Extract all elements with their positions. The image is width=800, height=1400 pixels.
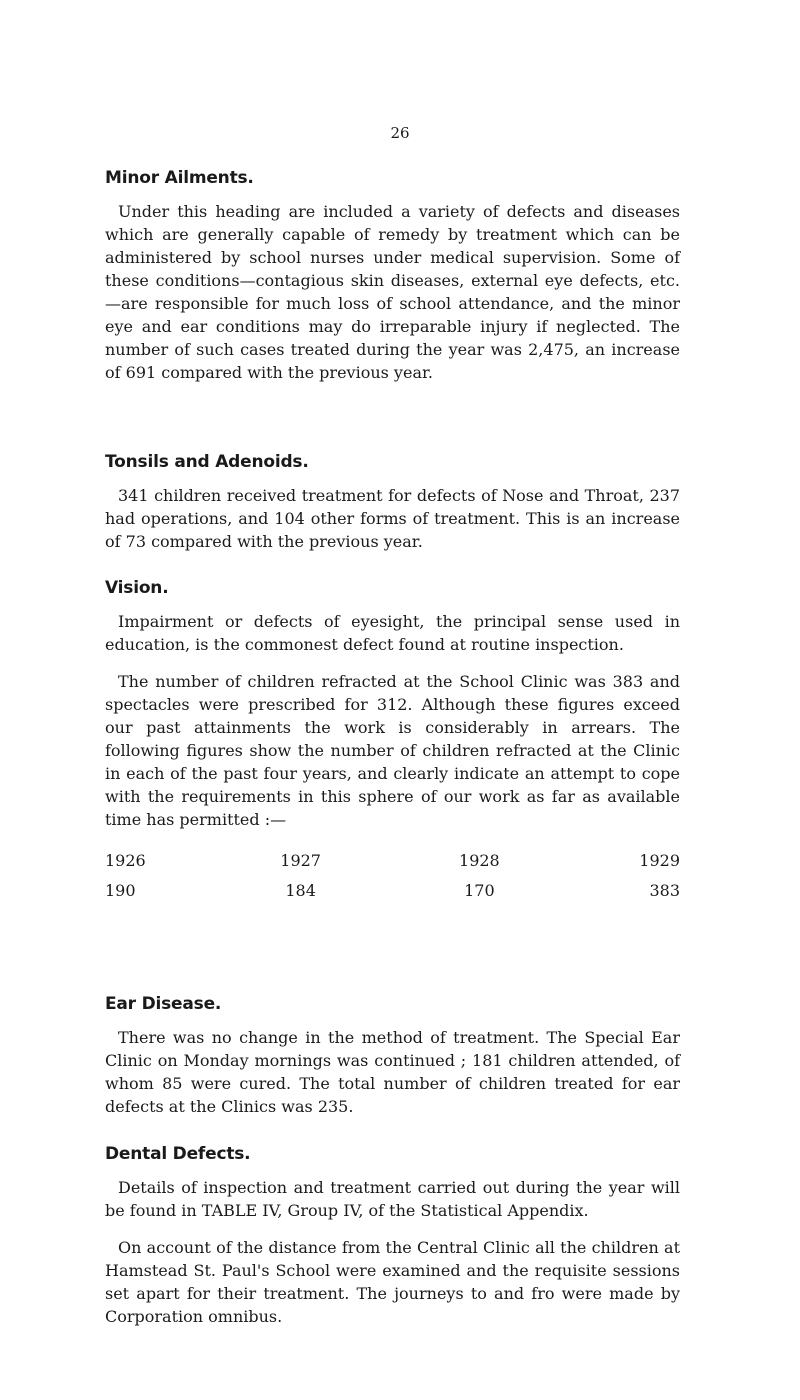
section-paragraph: Impairment or defects of eyesight, the principal sense used in education, is the commonest defect found at routine inspection. — [105, 612, 680, 654]
page-number: 26 — [390, 124, 410, 142]
table-cell-count: 170 — [464, 880, 495, 900]
table-cell-year: 1928 — [459, 850, 500, 870]
section-vision — [105, 578, 680, 905]
refraction-table — [105, 845, 680, 905]
section-heading: Vision. — [105, 578, 169, 598]
table-cell-count: 184 — [285, 880, 316, 900]
table-cell-year: 1926 — [105, 850, 146, 870]
section-paragraph: There was no change in the method of treatment. The Special Ear Clinic on Monday mornings was continued ; 181 children attended, of whom 85 were cured. The total number of children treated for ear defects at the Clinics was 235. — [105, 1028, 680, 1116]
section-paragraph: On account of the distance from the Central Clinic all the children at Hamstead St. Paul's School were examined and the requisite sessions set apart for their treatment. The journeys to and fro were made by Corporation omnibus. — [105, 1238, 680, 1326]
section-dental-defects — [105, 1144, 680, 1328]
section-minor-ailments — [105, 168, 680, 384]
table-cell-count: 190 — [105, 880, 136, 900]
table-cell-year: 1929 — [639, 850, 680, 870]
section-heading: Ear Disease. — [105, 994, 222, 1014]
section-paragraph: 341 children received treatment for defects of Nose and Throat, 237 had operations, and 104 other forms of treatment. This is an increase of 73 compared with the previous year. — [105, 486, 680, 551]
section-paragraph: The number of children refracted at the School Clinic was 383 and spectacles were prescribed for 312. Although these figures exceed our past attainments the work is considerably in arrears. The following figures show the number of children refracted at the Clinic in each of the past four years, and clearly indicate an attempt to cope with the requirements in this sphere of our work as far as available time has permitted :— — [105, 672, 680, 829]
section-heading: Dental Defects. — [105, 1144, 251, 1164]
table-row-years — [105, 845, 680, 875]
section-heading: Tonsils and Adenoids. — [105, 452, 309, 472]
section-paragraph: Under this heading are included a variety of defects and diseases which are generally capable of remedy by treatment which can be administered by school nurses under medical supervision. Some of these conditions—contagious skin diseases, external eye defects, etc.—are responsible for much loss of school attendance, and the minor eye and ear conditions may do irreparable injury if neglected. The number of such cases treated during the year was 2,475, an increase of 691 compared with the previous year. — [105, 202, 680, 382]
table-row-counts — [105, 875, 680, 905]
section-heading: Minor Ailments. — [105, 168, 254, 188]
section-paragraph: Details of inspection and treatment carried out during the year will be found in TABLE IV, Group IV, of the Statistical Appendix. — [105, 1178, 680, 1220]
table-cell-year: 1927 — [280, 850, 321, 870]
section-ear-disease — [105, 994, 680, 1118]
section-tonsils-adenoids — [105, 452, 680, 553]
table-cell-count: 383 — [649, 880, 680, 900]
